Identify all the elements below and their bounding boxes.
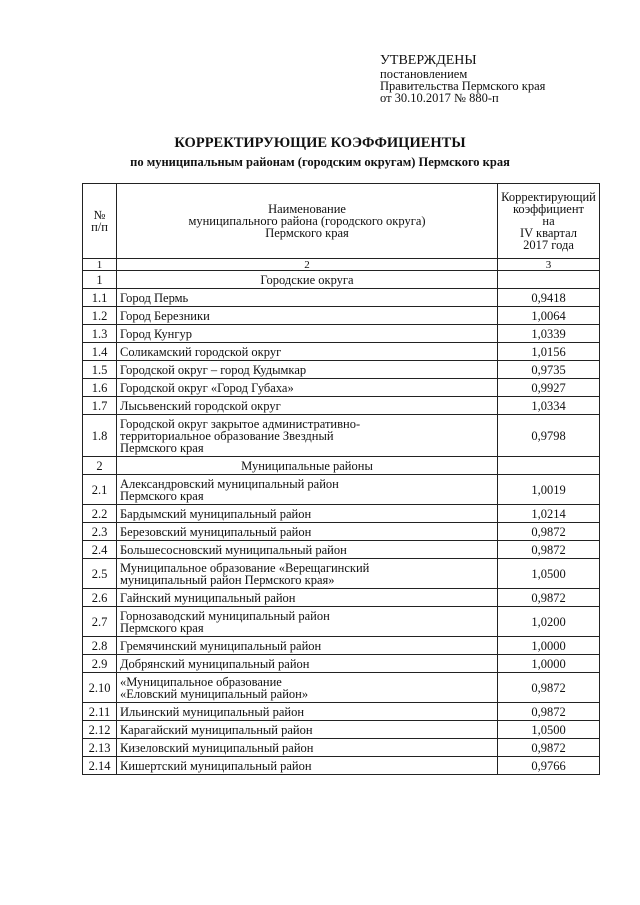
row-number: 2.12: [83, 721, 117, 739]
header-text: коэффициент: [512, 202, 585, 216]
section-row: [83, 271, 600, 289]
approval-date: от 30.10.2017 № 880-п: [380, 91, 499, 105]
row-name-line: Александровский муниципальный район: [120, 476, 339, 491]
coefficients-table: [82, 183, 600, 775]
header-text: на: [542, 214, 555, 228]
header-text: Пермского края: [265, 226, 349, 240]
table-row: [83, 523, 600, 541]
row-coefficient: 1,0500: [498, 721, 600, 739]
header-text: IV квартал: [519, 226, 578, 240]
row-number: 2.1: [83, 475, 117, 505]
row-name: Город Кунгур: [117, 325, 498, 343]
table-row: [83, 637, 600, 655]
row-coefficient: 0,9872: [498, 589, 600, 607]
table-row: [83, 589, 600, 607]
row-name: Город Березники: [117, 307, 498, 325]
table-row: [83, 673, 600, 703]
row-coefficient: 1,0064: [498, 307, 600, 325]
row-name: Большесосновский муниципальный район: [117, 541, 498, 559]
row-coefficient: 0,9872: [498, 541, 600, 559]
header-text: Корректирующий: [501, 190, 596, 204]
header-num: [83, 184, 117, 259]
table-row: [83, 739, 600, 757]
row-name: [117, 415, 498, 457]
table-row: [83, 505, 600, 523]
row-number: 2.10: [83, 673, 117, 703]
row-name-line: Пермского края: [120, 440, 204, 455]
approval-heading: УТВЕРЖДЕНЫ: [380, 53, 477, 68]
row-coefficient: 0,9872: [498, 673, 600, 703]
column-index-row: [83, 259, 600, 271]
row-name: Городской округ – город Кудымкар: [117, 361, 498, 379]
approval-line: Правительства Пермского края: [380, 79, 546, 93]
row-number: 1.6: [83, 379, 117, 397]
row-coefficient: 0,9872: [498, 523, 600, 541]
row-coefficient: 1,0019: [498, 475, 600, 505]
row-name-line: Муниципальное образование «Верещагинский: [120, 560, 370, 575]
table-row: [83, 289, 600, 307]
table-row: [83, 757, 600, 775]
row-number: 2.7: [83, 607, 117, 637]
section-title: Городские округа: [117, 271, 498, 289]
column-index: 1: [83, 259, 117, 271]
table-row: [83, 307, 600, 325]
row-name: Кизеловский муниципальный район: [117, 739, 498, 757]
document-subtitle: по муниципальным районам (городским округам) Пермского края: [130, 155, 510, 169]
row-number: 2.8: [83, 637, 117, 655]
table-row: [83, 703, 600, 721]
row-number: 2.9: [83, 655, 117, 673]
row-name: Соликамский городской округ: [117, 343, 498, 361]
section-empty: [498, 457, 600, 475]
row-number: 1.4: [83, 343, 117, 361]
row-number: 2.4: [83, 541, 117, 559]
header-text: муниципального района (городского округа): [188, 214, 426, 228]
table-row: [83, 721, 600, 739]
table-row: [83, 397, 600, 415]
row-name: Лысьвенский городской округ: [117, 397, 498, 415]
row-name-line: Горнозаводский муниципальный район: [120, 608, 330, 623]
row-coefficient: 0,9872: [498, 739, 600, 757]
section-number: 2: [83, 457, 117, 475]
table-row: [83, 379, 600, 397]
row-coefficient: 0,9872: [498, 703, 600, 721]
header-text: п/п: [91, 220, 108, 234]
row-name: Бардымский муниципальный район: [117, 505, 498, 523]
row-coefficient: 1,0214: [498, 505, 600, 523]
row-number: 2.5: [83, 559, 117, 589]
approval-line: постановлением: [380, 67, 468, 81]
document-title: КОРРЕКТИРУЮЩИЕ КОЭФФИЦИЕНТЫ: [174, 135, 466, 151]
header-text: Наименование: [268, 202, 346, 216]
row-name: Ильинский муниципальный район: [117, 703, 498, 721]
row-coefficient: 1,0339: [498, 325, 600, 343]
row-coefficient: 1,0200: [498, 607, 600, 637]
row-number: 1.3: [83, 325, 117, 343]
row-number: 1.7: [83, 397, 117, 415]
row-name-line: территориальное образование Звездный: [120, 428, 334, 443]
row-name-line: «Еловский муниципальный район»: [120, 686, 309, 701]
table-header-row: [83, 184, 600, 259]
row-name: [117, 559, 498, 589]
section-title: Муниципальные районы: [117, 457, 498, 475]
table-row: [83, 361, 600, 379]
row-coefficient: 1,0000: [498, 655, 600, 673]
row-coefficient: 0,9735: [498, 361, 600, 379]
row-coefficient: 0,9766: [498, 757, 600, 775]
row-name: Кишертский муниципальный район: [117, 757, 498, 775]
row-number: 2.11: [83, 703, 117, 721]
row-name: [117, 607, 498, 637]
row-name-line: «Муниципальное образование: [120, 674, 282, 689]
section-number: 1: [83, 271, 117, 289]
row-number: 2.6: [83, 589, 117, 607]
row-coefficient: 1,0000: [498, 637, 600, 655]
table-row: [83, 325, 600, 343]
approval-stamp: [380, 53, 630, 104]
row-number: 1.5: [83, 361, 117, 379]
header-name: [117, 184, 498, 259]
table-row: [83, 559, 600, 589]
table-row: [83, 607, 600, 637]
table-row: [83, 541, 600, 559]
row-number: 1.1: [83, 289, 117, 307]
row-number: 1.8: [83, 415, 117, 457]
table-row: [83, 343, 600, 361]
row-name-line: Пермского края: [120, 488, 204, 503]
table-row: [83, 415, 600, 457]
table-row: [83, 655, 600, 673]
section-empty: [498, 271, 600, 289]
row-name-line: Городской округ закрытое административно-: [120, 416, 361, 431]
row-name-line: муниципальный район Пермского края»: [120, 572, 335, 587]
row-name: Гремячинский муниципальный район: [117, 637, 498, 655]
row-name: Березовский муниципальный район: [117, 523, 498, 541]
row-number: 2.13: [83, 739, 117, 757]
row-coefficient: 0,9927: [498, 379, 600, 397]
row-coefficient: 1,0334: [498, 397, 600, 415]
row-coefficient: 0,9418: [498, 289, 600, 307]
row-number: 1.2: [83, 307, 117, 325]
row-number: 2.3: [83, 523, 117, 541]
row-name: Карагайский муниципальный район: [117, 721, 498, 739]
header-text: 2017 года: [523, 238, 574, 252]
column-index: 3: [498, 259, 600, 271]
row-number: 2.14: [83, 757, 117, 775]
row-coefficient: 1,0156: [498, 343, 600, 361]
row-name: [117, 673, 498, 703]
section-row: [83, 457, 600, 475]
row-name: Городской округ «Город Губаха»: [117, 379, 498, 397]
row-name: [117, 475, 498, 505]
row-number: 2.2: [83, 505, 117, 523]
row-name-line: Пермского края: [120, 620, 204, 635]
row-name: Город Пермь: [117, 289, 498, 307]
row-coefficient: 1,0500: [498, 559, 600, 589]
row-name: Гайнский муниципальный район: [117, 589, 498, 607]
header-coef: [498, 184, 600, 259]
column-index: 2: [117, 259, 498, 271]
table-row: [83, 475, 600, 505]
row-name: Добрянский муниципальный район: [117, 655, 498, 673]
row-coefficient: 0,9798: [498, 415, 600, 457]
header-text: №: [93, 208, 106, 222]
